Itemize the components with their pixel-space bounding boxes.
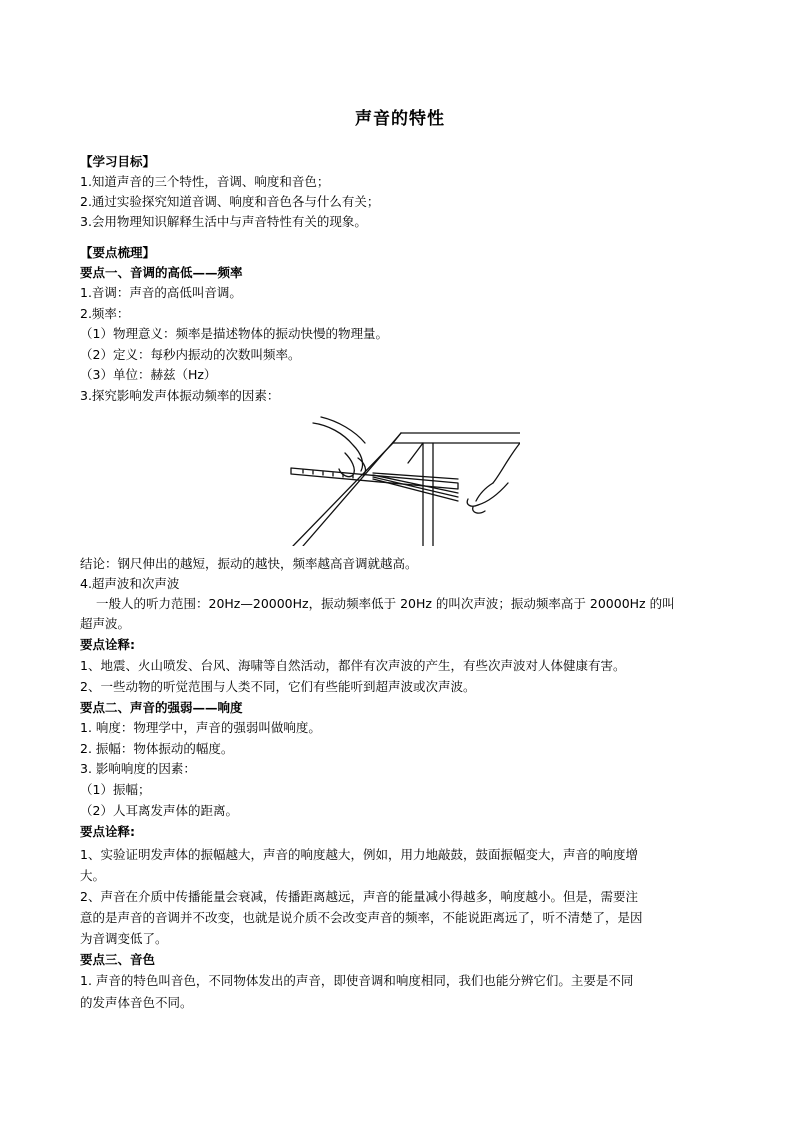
note-line: 2、声音在介质中传播能量会衰减，传播距离越远，声音的能量减小得越多，响度越小。但是，需要注 bbox=[80, 889, 638, 904]
point2-line: 3. 影响响度的因素： bbox=[80, 761, 196, 776]
point1-line: 2.频率： bbox=[80, 306, 130, 321]
learning-goal-item: 1.知道声音的三个特性，音调、响度和音色； bbox=[80, 174, 330, 189]
point1-line: 3.探究影响发声体振动频率的因素： bbox=[80, 388, 280, 403]
note-line: 2、一些动物的听觉范围与人类不同，它们有些能听到超声波或次声波。 bbox=[80, 679, 476, 694]
point1-line: （2）定义：每秒内振动的次数叫频率。 bbox=[80, 347, 301, 362]
point3-line: 的发声体音色不同。 bbox=[80, 995, 193, 1010]
point3-line: 1. 声音的特色叫音色，不同物体发出的声音，即使音调和响度相同，我们也能分辨它们。主要是不同 bbox=[80, 973, 634, 988]
point2-line: （2）人耳离发声体的距离。 bbox=[80, 803, 238, 818]
page-title: 声音的特性 bbox=[355, 109, 445, 129]
point1-heading: 要点一、音调的高低——频率 bbox=[80, 265, 243, 280]
point2-line: 2. 振幅：物体振动的幅度。 bbox=[80, 741, 234, 756]
note-line: 1、地震、火山喷发、台风、海啸等自然活动，都伴有次声波的产生，有些次声波对人体健康有害。 bbox=[80, 658, 626, 673]
note-line: 为音调变低了。 bbox=[80, 931, 168, 946]
note-heading: 要点诠释: bbox=[80, 824, 135, 839]
conclusion-text: 结论：钢尺伸出的越短，振动的越快，频率越高音调就越高。 bbox=[80, 556, 418, 571]
point1-line: 1.音调：声音的高低叫音调。 bbox=[80, 285, 242, 300]
note-heading: 要点诠释: bbox=[80, 637, 135, 652]
note-line: 大。 bbox=[80, 868, 106, 883]
point1-line: （3）单位：赫兹（Hz） bbox=[80, 367, 217, 382]
key-points-heading: 【要点梳理】 bbox=[80, 245, 156, 260]
point1-line: 超声波。 bbox=[80, 616, 131, 631]
note-line: 1、实验证明发声体的振幅越大，声音的响度越大，例如，用力地敲鼓，鼓面振幅变大，声音的响度增 bbox=[80, 847, 638, 862]
point3-heading: 要点三、音色 bbox=[80, 952, 156, 967]
point1-line: （1）物理意义：频率是描述物体的振动快慢的物理量。 bbox=[80, 326, 388, 341]
point1-line: 4.超声波和次声波 bbox=[80, 576, 180, 591]
point2-line: 1. 响度：物理学中，声音的强弱叫做响度。 bbox=[80, 720, 321, 735]
ruler-experiment-illustration bbox=[273, 413, 520, 546]
learning-goals-heading: 【学习目标】 bbox=[80, 154, 156, 169]
note-line: 意的是声音的音调并不改变，也就是说介质不会改变声音的频率，不能说距离远了，听不清楚了，是因 bbox=[80, 910, 643, 925]
learning-goal-item: 3.会用物理知识解释生活中与声音特性有关的现象。 bbox=[80, 214, 367, 229]
point2-line: （1）振幅； bbox=[80, 782, 151, 797]
learning-goal-item: 2.通过实验探究知道音调、响度和音色各与什么有关； bbox=[80, 194, 380, 209]
point1-line: 一般人的听力范围：20Hz—20000Hz，振动频率低于 20Hz 的叫次声波；振动频率高于 20000Hz 的叫 bbox=[96, 596, 675, 611]
point2-heading: 要点二、声音的强弱——响度 bbox=[80, 700, 243, 715]
